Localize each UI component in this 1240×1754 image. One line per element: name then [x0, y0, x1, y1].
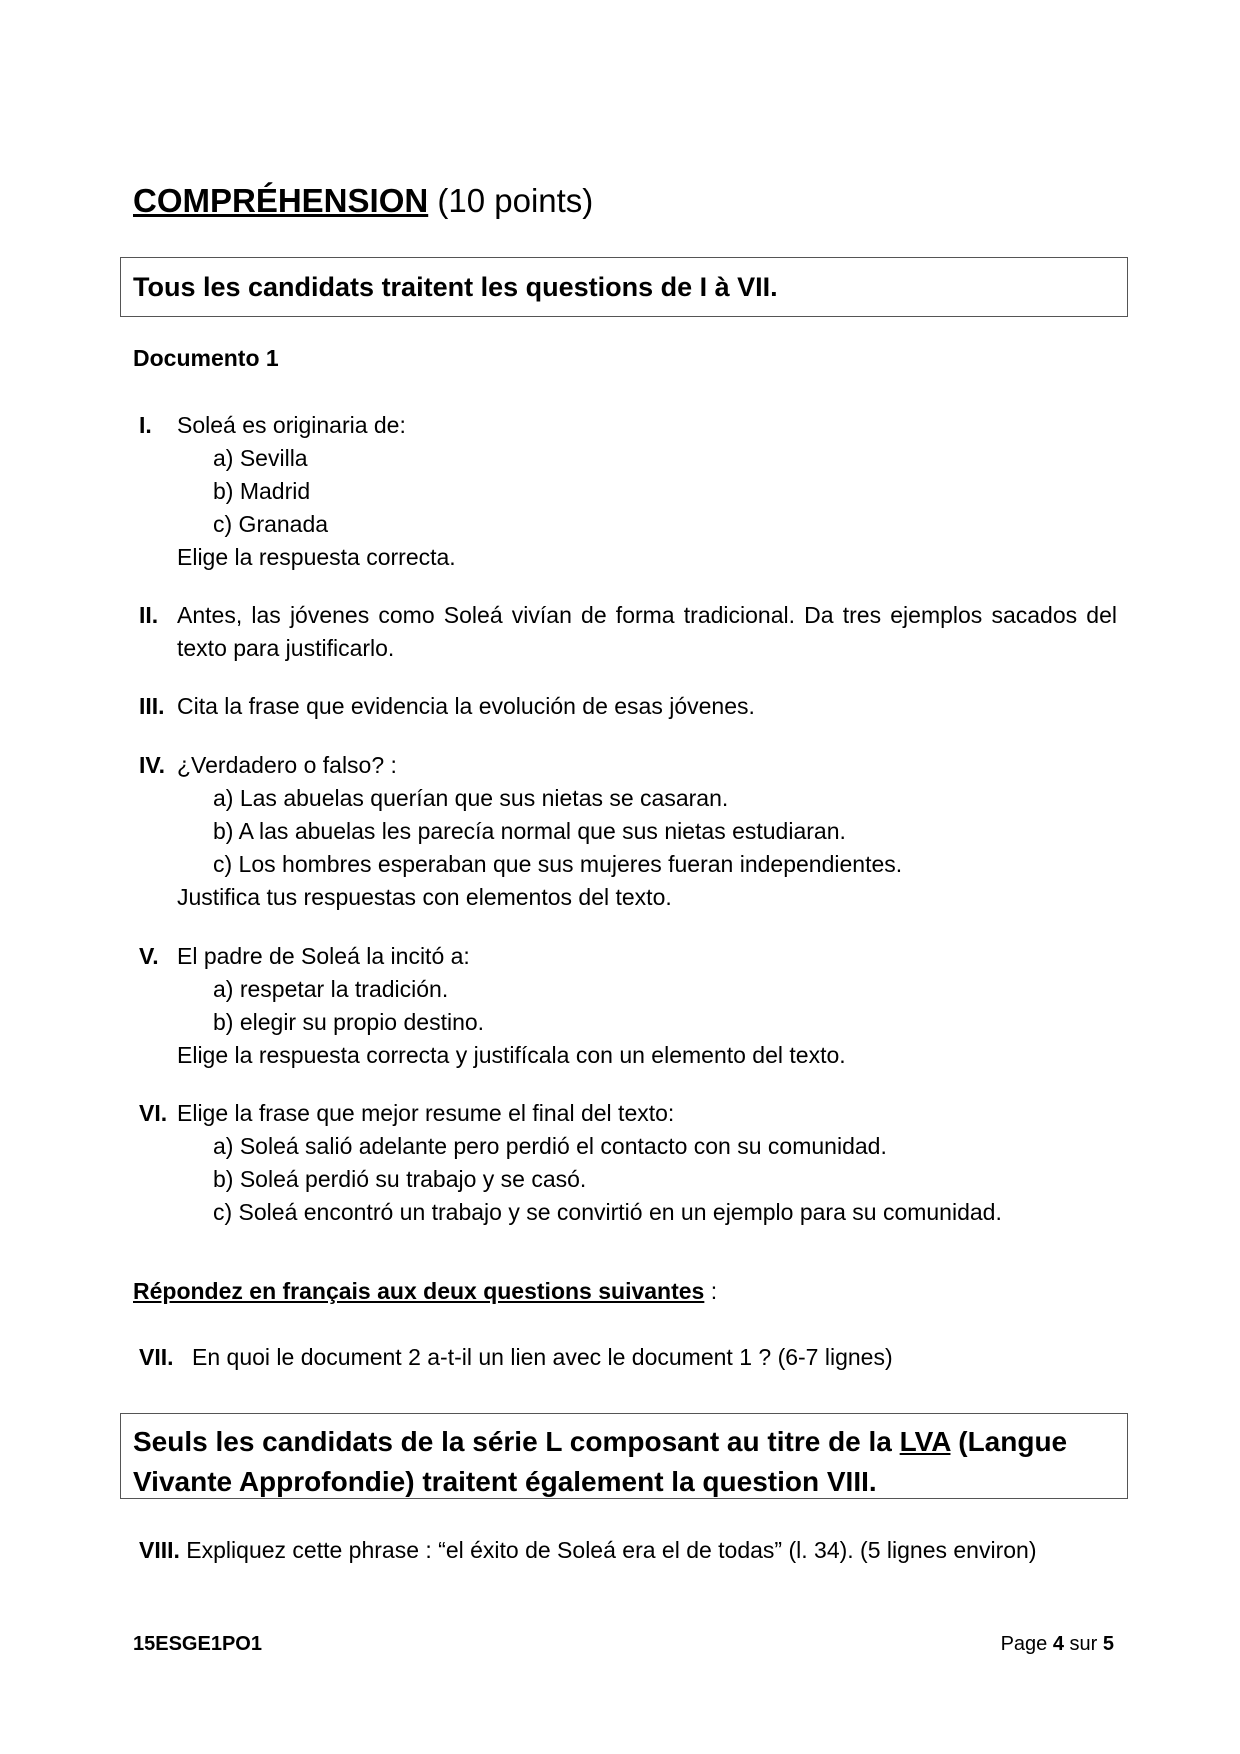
instruction-lva-text: Seuls les candidats de la série L composant au titre de la LVA (Langue Vivante Approfondie) traitent également la question VIII. [133, 1426, 1068, 1497]
question-3-text: Cita la frase que evidencia la evolución de esas jóvenes. [177, 693, 755, 719]
question-1-number: I. [139, 412, 152, 438]
lva-abbrev: LVA [899, 1426, 951, 1457]
question-5-option-a: a) respetar la tradición. [213, 976, 449, 1002]
question-7-number: VII. [139, 1344, 174, 1370]
question-5-number: V. [139, 943, 159, 969]
section-title [133, 182, 593, 220]
question-6-option-c: c) Soleá encontró un trabajo y se convirtió en un ejemplo para su comunidad. [213, 1199, 1002, 1225]
question-5-text: El padre de Soleá la incitó a: [177, 943, 470, 969]
question-3-number: III. [139, 693, 165, 719]
question-6-number: VI. [139, 1100, 168, 1126]
question-1-option-a: a) Sevilla [213, 445, 308, 471]
footer-page: Page 4 sur 5 [1000, 1633, 1114, 1655]
french-instruction-suffix: : [704, 1278, 718, 1304]
instruction-box-lva [120, 1413, 1128, 1499]
question-6-option-b: b) Soleá perdió su trabajo y se casó. [213, 1166, 587, 1192]
footer-code: 15ESGE1PO1 [133, 1633, 262, 1655]
question-8 [139, 1534, 1036, 1567]
question-4-text: ¿Verdadero o falso? : [177, 752, 397, 778]
footer-page-number: 4 [1052, 1633, 1064, 1655]
question-6-option-a: a) Soleá salió adelante pero perdió el contacto con su comunidad. [213, 1133, 887, 1159]
instruction-all-text: Tous les candidats traitent les questions de I à VII. [133, 272, 778, 302]
question-7-text: En quoi le document 2 a-t-il un lien avec le document 1 ? (6-7 lignes) [192, 1344, 893, 1370]
french-instruction [133, 1275, 717, 1308]
question-1-option-c: c) Granada [213, 511, 329, 537]
question-8-number: VIII. [139, 1537, 180, 1563]
question-2-text: Antes, las jóvenes como Soleá vivían de forma tradicional. Da tres ejemplos sacados del texto para justificarlo. [177, 602, 1117, 661]
question-4-option-c: c) Los hombres esperaban que sus mujeres fueran independientes. [213, 851, 903, 877]
question-5-note: Elige la respuesta correcta y justifícala con un elemento del texto. [177, 1042, 846, 1068]
question-1-option-b: b) Madrid [213, 478, 311, 504]
question-4-note: Justifica tus respuestas con elementos del texto. [177, 884, 672, 910]
question-6-text: Elige la frase que mejor resume el final del texto: [177, 1100, 675, 1126]
question-4-number: IV. [139, 752, 166, 778]
title-points: (10 points) [437, 182, 594, 219]
question-1-note: Elige la respuesta correcta. [177, 544, 456, 570]
question-8-text: Expliquez cette phrase : “el éxito de Soleá era el de todas” (l. 34). (5 lignes environ) [186, 1537, 1037, 1563]
question-2-number: II. [139, 602, 159, 628]
question-4-option-b: b) A las abuelas les parecía normal que sus nietas estudiaran. [213, 818, 846, 844]
french-instruction-text: Répondez en français aux deux questions suivantes [133, 1278, 705, 1304]
instruction-box-all [120, 257, 1128, 317]
title-text: COMPRÉHENSION [133, 182, 429, 219]
document-label: Documento 1 [133, 345, 279, 371]
question-4-option-a: a) Las abuelas querían que sus nietas se casaran. [213, 785, 729, 811]
question-1-text: Soleá es originaria de: [177, 412, 406, 438]
footer-page-total: 5 [1102, 1633, 1114, 1655]
question-5-option-b: b) elegir su propio destino. [213, 1009, 485, 1035]
